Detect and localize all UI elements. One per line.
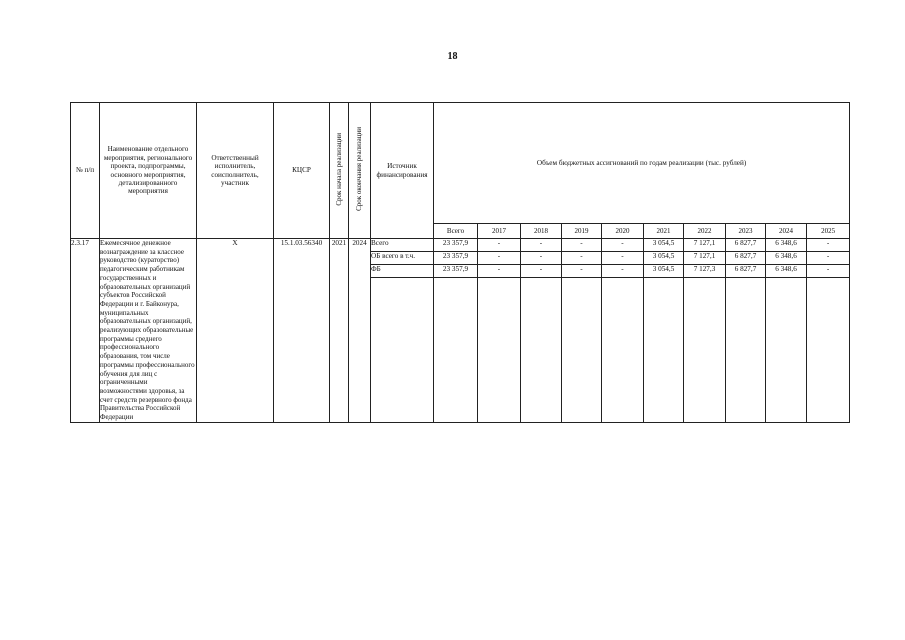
funding-cell: 6 827,7 (726, 265, 766, 278)
page-number: 18 (447, 51, 458, 62)
year-col-2020: 2020 (602, 224, 644, 239)
funding-cell: 3 054,5 (644, 265, 684, 278)
funding-cell: - (562, 252, 602, 265)
row-kcsr: 15.1.03.56340 (274, 239, 330, 423)
empty-cell (371, 278, 434, 423)
funding-cell: - (562, 265, 602, 278)
year-col-2023: 2023 (726, 224, 766, 239)
funding-cell: 3 054,5 (644, 239, 684, 252)
year-col-2025: 2025 (807, 224, 850, 239)
empty-cell (602, 278, 644, 423)
empty-cell (644, 278, 684, 423)
funding-cell: - (521, 252, 562, 265)
year-col-total: Всего (434, 224, 478, 239)
empty-cell (766, 278, 807, 423)
funding-source: Всего (371, 239, 434, 252)
funding-cell: 23 357,9 (434, 252, 478, 265)
funding-cell: - (521, 239, 562, 252)
year-col-2022: 2022 (684, 224, 726, 239)
header-responsible: Ответственный исполнитель, соисполнитель, участник (197, 103, 274, 239)
funding-cell: 7 127,3 (684, 265, 726, 278)
funding-cell: - (521, 265, 562, 278)
year-col-2019: 2019 (562, 224, 602, 239)
year-col-2021: 2021 (644, 224, 684, 239)
header-kcsr: КЦСР (274, 103, 330, 239)
funding-cell: 7 127,1 (684, 252, 726, 265)
header-start-label: Срок начала реализации (334, 133, 343, 206)
funding-cell: 7 127,1 (684, 239, 726, 252)
row-responsible: Х (197, 239, 274, 423)
header-name: Наименование отдельного мероприятия, регионального проекта, подпрограммы, основного мероприятия, детализированного мероприятия (100, 103, 197, 239)
row-description: Ежемесячное денежное вознаграждение за классное руководство (кураторство) педагогическим работникам государственных и образовательных организаций субъектов Российской Федерации и г. Байконура, муниципальных образовательных организаций, реализующих образовательные программы среднего профессионального образования, том числе программы профессионального обучения для лиц с ограниченными возможностями здоровья, за счет средств резервного фонда Правительства Российской Федерации (100, 239, 195, 422)
funding-cell: - (478, 252, 521, 265)
funding-cell: - (807, 265, 850, 278)
funding-cell: - (807, 239, 850, 252)
table-row (71, 239, 850, 252)
year-col-2024: 2024 (766, 224, 807, 239)
empty-cell (521, 278, 562, 423)
row-start: 2021 (330, 239, 349, 423)
funding-cell: 23 357,9 (434, 239, 478, 252)
header-end (349, 103, 371, 239)
year-col-2017: 2017 (478, 224, 521, 239)
funding-cell: - (602, 252, 644, 265)
budget-table (70, 102, 850, 423)
funding-cell: - (807, 252, 850, 265)
empty-cell (684, 278, 726, 423)
header-end-label: Срок окончания реализации (355, 127, 364, 212)
funding-source: ФБ (371, 265, 434, 278)
header-start (330, 103, 349, 239)
funding-cell: 6 348,6 (766, 252, 807, 265)
funding-cell: 6 827,7 (726, 239, 766, 252)
empty-cell (434, 278, 478, 423)
empty-cell (807, 278, 850, 423)
funding-cell: - (602, 265, 644, 278)
header-source: Источник финансирования (371, 103, 434, 239)
funding-cell: - (478, 265, 521, 278)
funding-cell: - (562, 239, 602, 252)
header-num: № п/п (71, 103, 100, 239)
empty-cell (478, 278, 521, 423)
year-col-2018: 2018 (521, 224, 562, 239)
funding-cell: 6 827,7 (726, 252, 766, 265)
funding-cell: 6 348,6 (766, 239, 807, 252)
row-end: 2024 (349, 239, 371, 423)
funding-cell: - (602, 239, 644, 252)
funding-cell: 3 054,5 (644, 252, 684, 265)
header-row (71, 103, 850, 224)
funding-cell: 6 348,6 (766, 265, 807, 278)
empty-cell (726, 278, 766, 423)
row-num: 2.3.17 (71, 239, 100, 423)
funding-source: ОБ всего в т.ч. (371, 252, 434, 265)
funding-cell: - (478, 239, 521, 252)
funding-cell: 23 357,9 (434, 265, 478, 278)
empty-cell (562, 278, 602, 423)
header-volume: Объем бюджетных ассигнований по годам реализации (тыс. рублей) (434, 103, 850, 224)
